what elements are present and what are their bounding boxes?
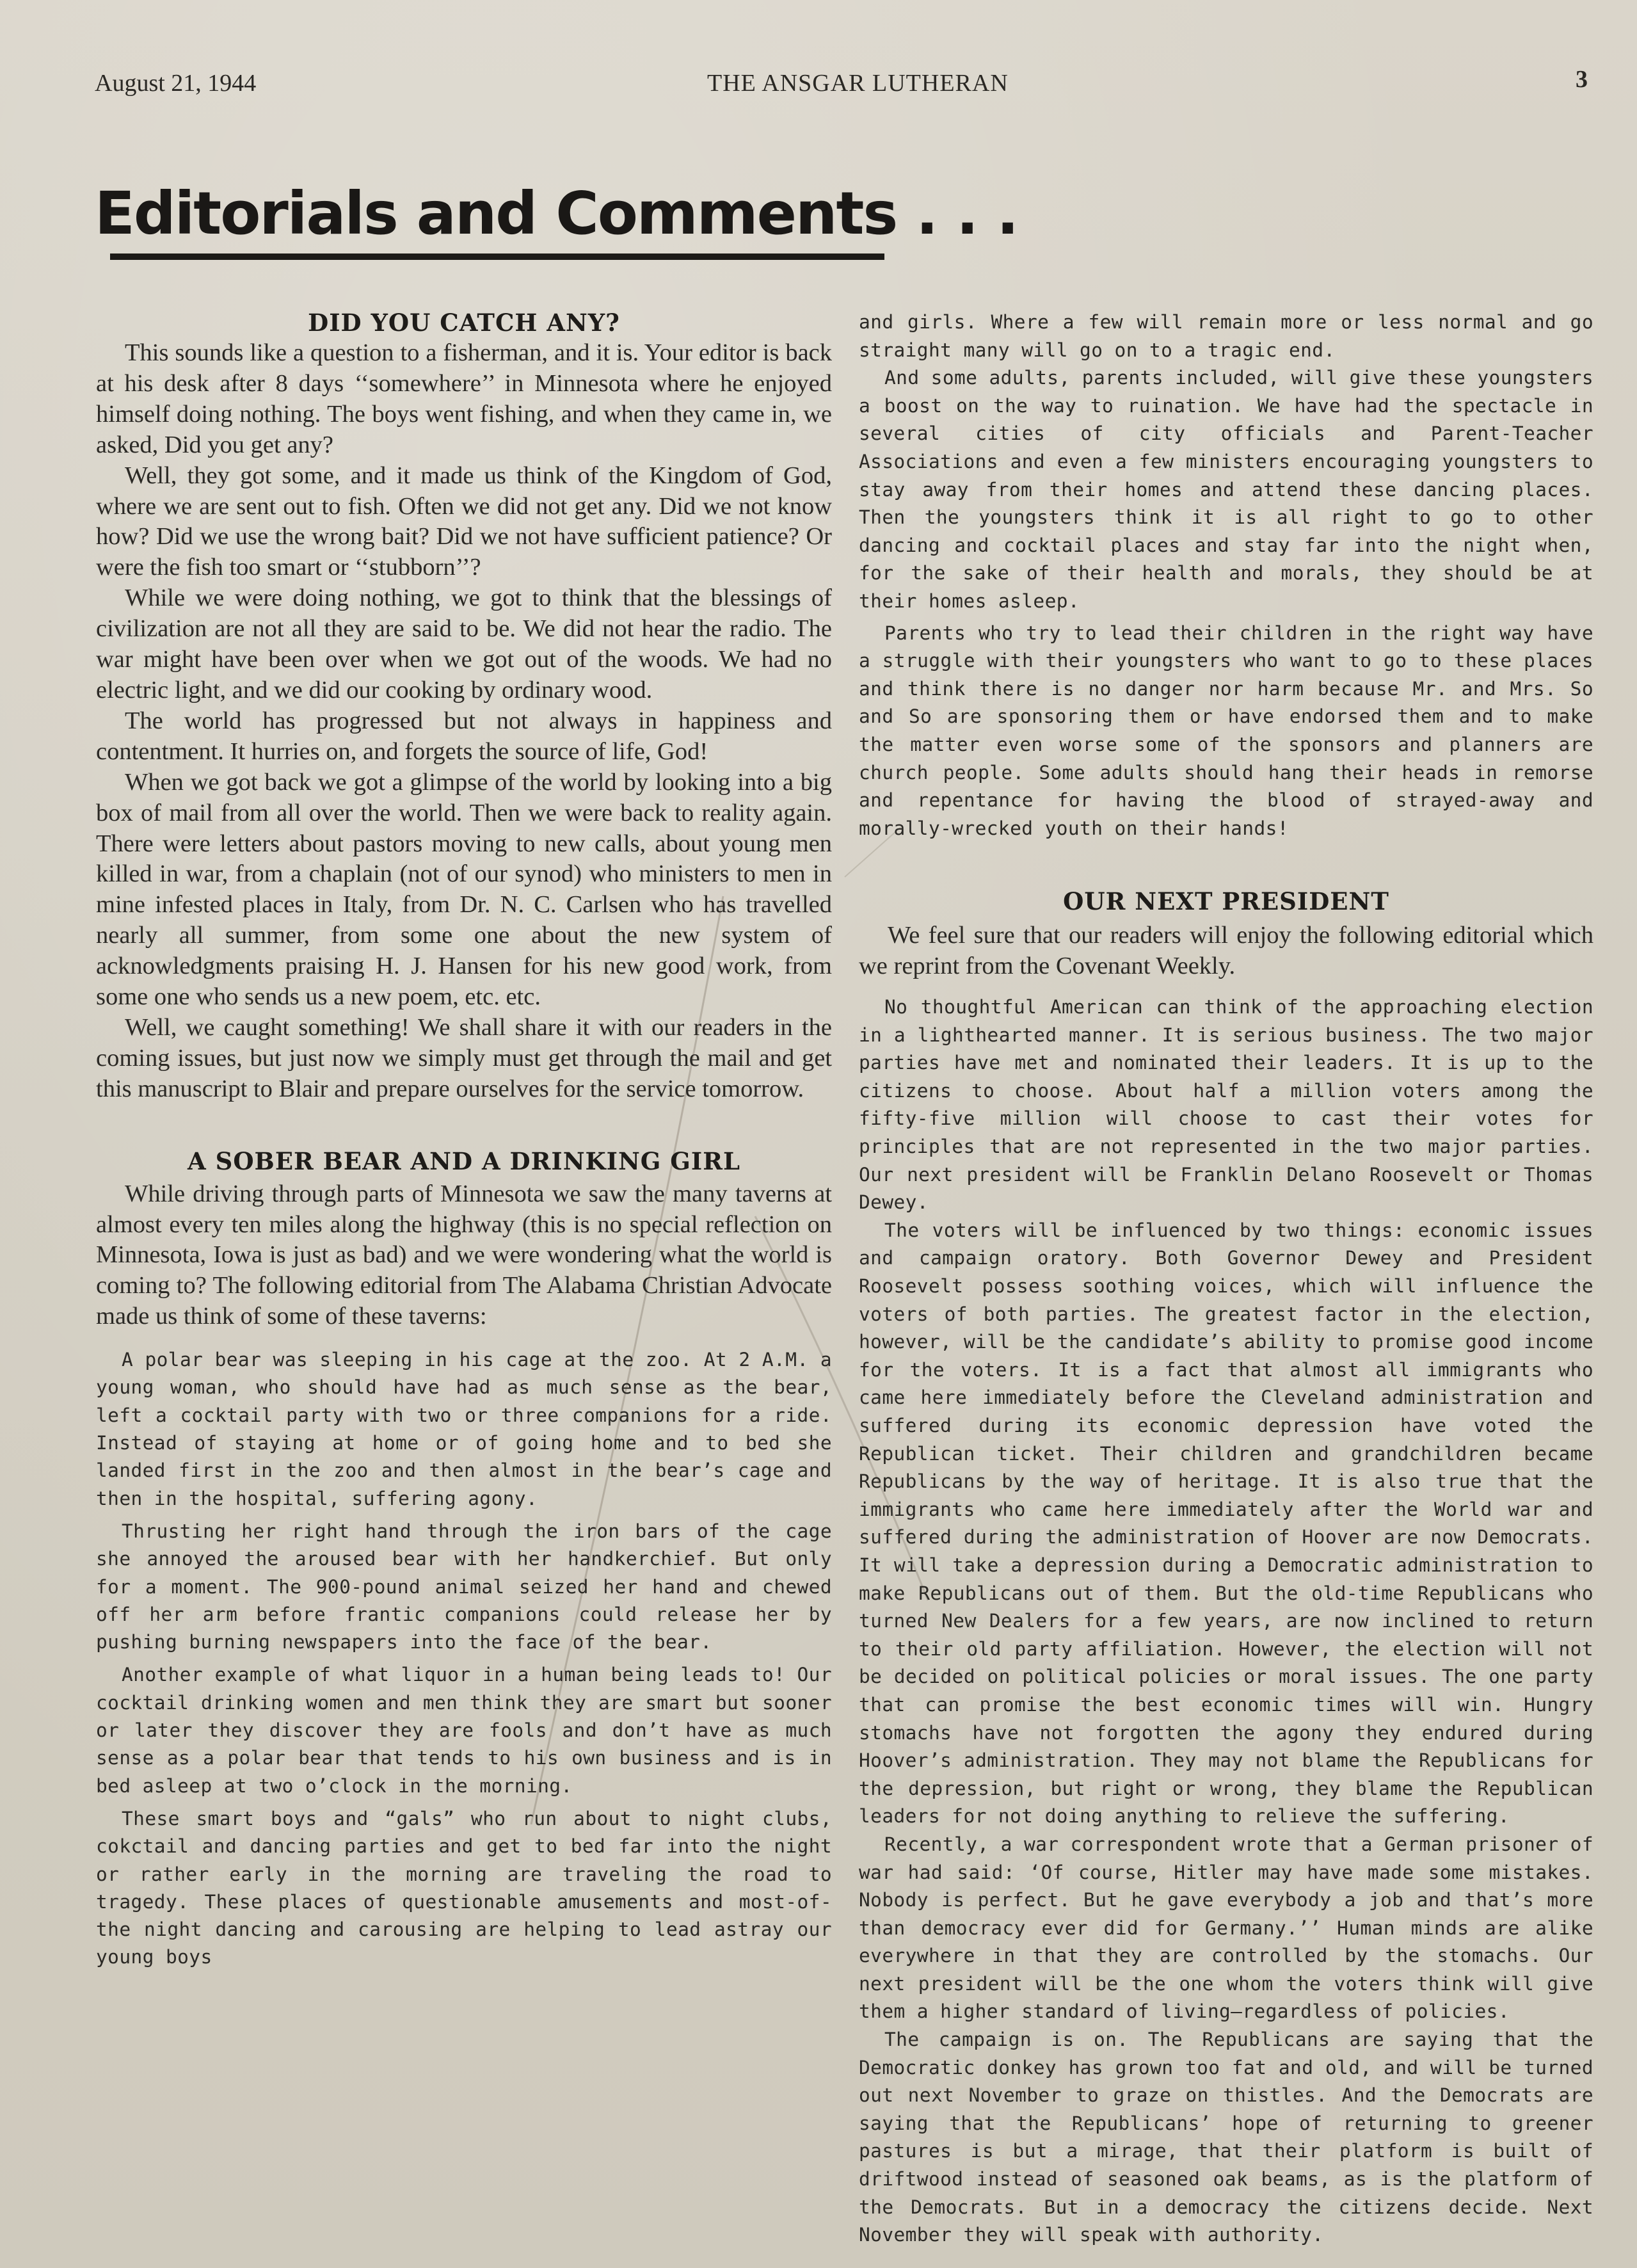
quoted-paragraph: Another example of what liquor in a human being leads to! Our cocktail drinking women and men think they are smart but sooner or later they discover they are fools and don’t have as much sense as a polar bear that tends to his own business and is in bed asleep at two o’clock in the morning. xyxy=(96,1664,832,1797)
quoted-paragraph: and girls. Where a few will remain more or less normal and go straight many will go on to a tragic end. xyxy=(859,311,1593,361)
article-paragraph: This sounds like a question to a fisherman, and it is. Your editor is back at his desk after 8 days ‘‘somewhere’’ in Minnesota where he enjoyed himself doing nothing. The boys went fishing, and when they came in, we asked, Did you get any? xyxy=(96,339,832,458)
article-did-you-catch-any xyxy=(96,309,832,1105)
page-number: 3 xyxy=(1576,66,1588,93)
article-paragraph: Well, we caught something! We shall share it with our readers in the coming issues, but just now we simply must get through the mail and get this manuscript to Blair and prepare ourselves for the service tomorrow. xyxy=(96,1013,832,1102)
left-column xyxy=(96,309,832,1972)
article-paragraph: While we were doing nothing, we got to think that the blessings of civilization are not all they are said to be. We did not hear the radio. The war might have been over when we got out of the woods. We had no electric light, and we did our cooking by ordinary wood. xyxy=(96,584,832,704)
article-heading: A SOBER BEAR AND A DRINKING GIRL xyxy=(188,1146,740,1175)
right-column xyxy=(859,309,1593,2249)
title-underline xyxy=(110,253,884,260)
quoted-paragraph: And some adults, parents included, will give these youngsters a boost on the way to ruination. We have had the spectacle in several cities of city officials and Parent-Teacher Associations and even a few ministers encouraging youngsters to stay away from their homes and attend these dancing places. Then the youngsters think it is all right to go to other dancing and cocktail places and stay far into the night when, for the sake of their health and morals, they should be at their homes asleep. xyxy=(859,367,1593,612)
continued-editorial xyxy=(859,309,1593,842)
issue-date: August 21, 1944 xyxy=(95,70,257,97)
article-our-next-president xyxy=(859,887,1593,2249)
article-heading: OUR NEXT PRESIDENT xyxy=(1063,887,1389,916)
quoted-paragraph: Thrusting her right hand through the iron bars of the cage she annoyed the aroused bear with her handkerchief. But only for a moment. The 900-pound animal seized her hand and chewed off her arm before frantic companions could release her by pushing burning newspapers into the face of the bear. xyxy=(96,1520,832,1653)
article-intro: We feel sure that our readers will enjoy the following editorial which we reprint from the Covenant Weekly. xyxy=(859,922,1593,980)
article-sober-bear xyxy=(96,1147,832,1333)
article-paragraph: The campaign is on. The Republicans are saying that the Democratic donkey has grown too fat and old, and will be turned out next November to graze on thistles. And the Democrats are saying that the Republicans’ hope of returning to greener pastures is but a mirage, that their platform is built of driftwood instead of seasoned oak beams, as is the platform of the Democrats. But in a democracy the citizens decide. Next November they will speak with authority. xyxy=(859,2029,1593,2246)
article-paragraph: The world has progressed but not always in happiness and contentment. It hurries on, and forgets the source of life, God! xyxy=(96,707,832,765)
quoted-paragraph: These smart boys and “gals” who run about to night clubs, cokctail and dancing parties and get to bed far into the night or rather early in the morning are traveling the road to tragedy. These places of questionable amusements and most-of-the night dancing and carousing are helping to lead astray our young boys xyxy=(96,1807,832,1968)
article-paragraph: Well, they got some, and it made us think of the Kingdom of God, where we are sent out to fish. Often we did not get any. Did we not know how? Did we use the wrong bait? Did we not have sufficient patience? Or were the fish too smart or ‘‘stubborn’’? xyxy=(96,462,832,581)
section-title: Editorials and Comments . . . xyxy=(95,179,1018,248)
publication-name: THE ANSGAR LUTHERAN xyxy=(707,70,1009,97)
quoted-paragraph: Parents who try to lead their children in the right way have a struggle with their youngsters who want to go to these places and think there is no danger nor harm because Mr. and Mrs. So and So are sponsoring them or have endorsed them and to make the matter even worse some of the sponsors and planners are church people. Some adults should hang their heads in remorse and repentance for having the blood of strayed-away and morally-wrecked youth on their hands! xyxy=(859,622,1593,839)
article-paragraph: Recently, a war correspondent wrote that a German prisoner of war had said: ‘Of course, Hitler may have made some mistakes. Nobody is perfect. But he gave everybody a job and that’s more than democracy ever did for Germany.’’ Human minds are alike everywhere in that they are controlled by the stomachs. Our next president will be the one whom the voters think will give them a higher standard of living—regardless of policies. xyxy=(859,1833,1593,2023)
article-paragraph: The voters will be influenced by two things: economic issues and campaign oratory. Both Governor Dewey and President Roosevelt possess soothing voices, which will influence the voters of both parties. The greatest factor in the election, however, will be the candidate’s ability to promise good income for the voters. It is a fact that almost all immigrants who came here immediately before the Cleveland administration and suffered during its economic depression have voted the Republican ticket. Their children and grandchildren became Republicans by the way of heritage. It is also true that the immigrants who came here immediately after the World war and suffered during the administration of Hoover are now Democrats. It will take a depression during a Democratic administration to make Republicans out of them. But the old-time Republicans who turned New Dealers for a few years, are now inclined to return to their old party affiliation. However, the election will not be decided on political policies or moral issues. The one party that can promise the best economic times will win. Hungry stomachs have not forgotten the agony they endured during Hoover’s administration. They may not blame the Republicans for the depression, but right or wrong, they blame the Republican leaders for not doing anything to relieve the suffering. xyxy=(859,1219,1593,1828)
quoted-editorial xyxy=(96,1346,832,1972)
article-paragraph: When we got back we got a glimpse of the world by looking into a big box of mail from all over the world. Then we were back to reality again. There were letters about pastors moving to new calls, about young men killed in war, from a chaplain (not of our synod) who ministers to men in mine infested places in Italy, from Dr. N. C. Carlsen who has travelled nearly all summer, from some one about the new system of acknowledgments praising H. J. Hansen for his new good work, from some one who sends us a new poem, etc. etc. xyxy=(96,768,832,1011)
article-heading: DID YOU CATCH ANY? xyxy=(308,309,620,337)
article-intro: While driving through parts of Minnesota we saw the many taverns at almost every ten miles along the highway (this is no special reflection on Minnesota, Iowa is just as bad) and we were wondering what the world is coming to? The following editorial from The Alabama Christian Advocate made us think of some of these taverns: xyxy=(96,1180,832,1330)
quoted-paragraph: A polar bear was sleeping in his cage at the zoo. At 2 A.M. a young woman, who should have had as much sense as the bear, left a cocktail party with two or three companions for a ride. Instead of staying at home or of going home and to bed she landed first in the zoo and then almost in the bear’s cage and then in the hospital, suffering agony. xyxy=(96,1349,832,1509)
article-paragraph: No thoughtful American can think of the approaching election in a lighthearted manner. It is serious business. The two major parties have met and nominated their leaders. It is up to the citizens to choose. About half a million voters among the fifty-five million will choose to cast their votes for principles that are not represented in the two major parties. Our next president will be Franklin Delano Roosevelt or Thomas Dewey. xyxy=(859,996,1593,1214)
